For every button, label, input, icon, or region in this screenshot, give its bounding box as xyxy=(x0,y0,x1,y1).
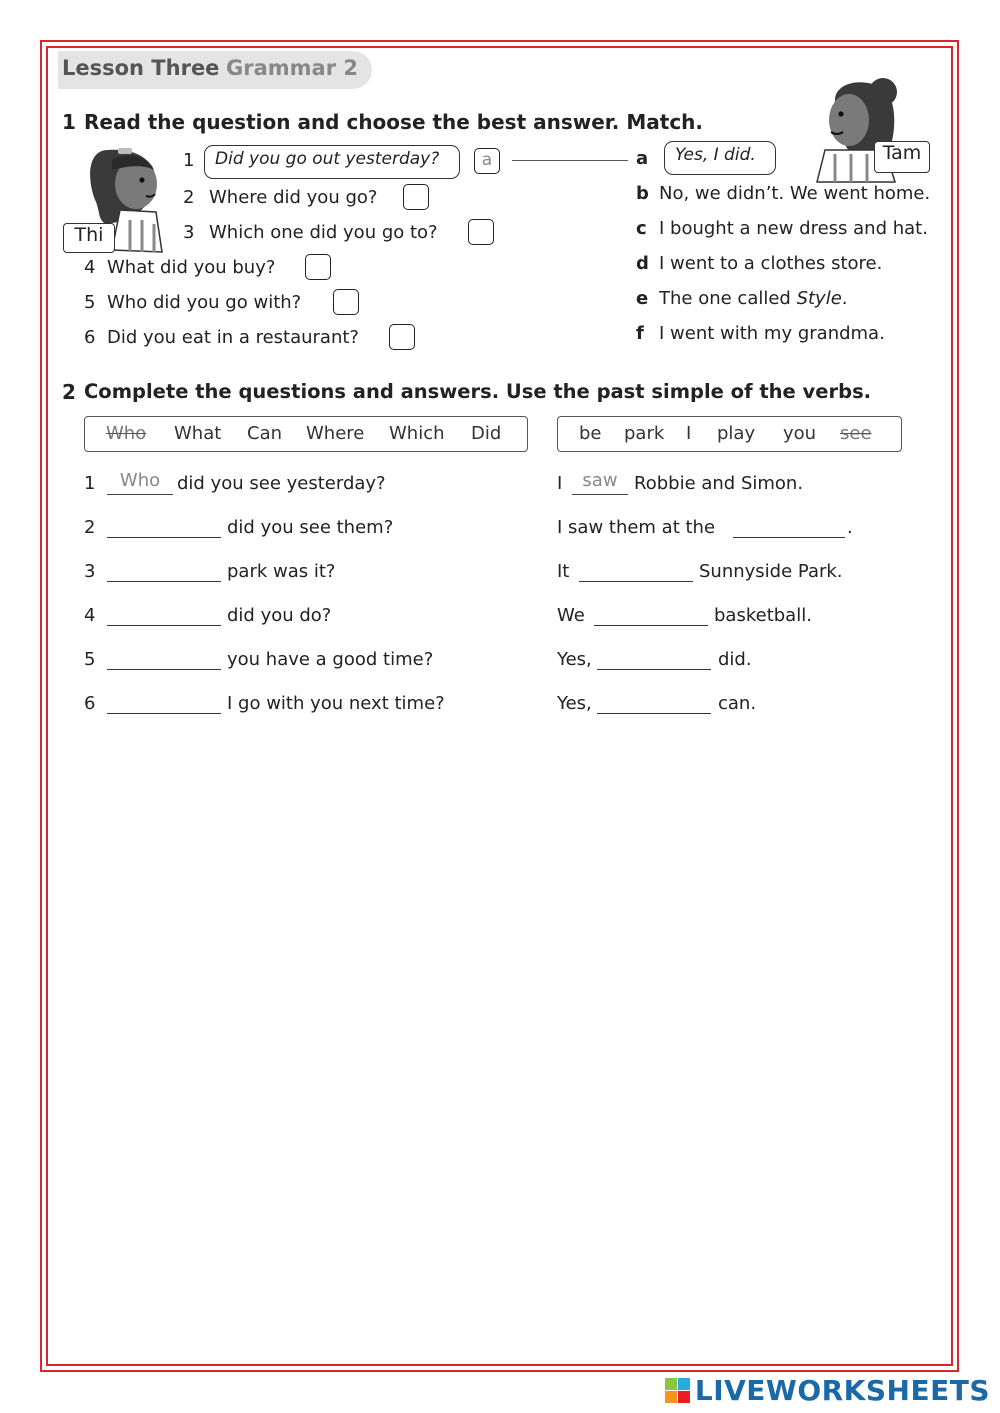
word-bank-question-2: What xyxy=(174,423,222,444)
word-bank-verb-4: play xyxy=(717,423,756,444)
question-3-text: Which one did you go to? xyxy=(209,222,438,243)
question-1-answer-box[interactable]: a xyxy=(474,148,500,174)
word-bank-verb-1: be xyxy=(579,423,602,444)
ex2-row-4-answer-blank[interactable] xyxy=(594,625,708,626)
answer-f-text: I went with my grandma. xyxy=(659,323,885,344)
name-tag-tam: Tam xyxy=(874,141,930,173)
ex2-row-1-answer-start: I xyxy=(557,473,563,494)
exercise2-number: 2 xyxy=(62,380,76,404)
question-6-number: 6 xyxy=(84,327,96,348)
ex2-row-3-answer-start: It xyxy=(557,561,570,582)
ex2-row-3-answer-blank[interactable] xyxy=(579,581,693,582)
exercise1-number: 1 xyxy=(62,110,76,134)
word-bank-verb-2: park xyxy=(624,423,665,444)
ex2-row-5-answer-blank[interactable] xyxy=(597,669,711,670)
ex2-row-4-answer-end: basketball. xyxy=(714,605,812,626)
match-line-1-a xyxy=(512,160,628,161)
answer-a-text: Yes, I did. xyxy=(675,145,756,165)
answer-d-text: I went to a clothes store. xyxy=(659,253,883,274)
ex2-row-3-question-blank[interactable] xyxy=(107,581,221,582)
question-6-text: Did you eat in a restaurant? xyxy=(107,327,359,348)
ex2-row-6-answer-blank[interactable] xyxy=(597,713,711,714)
liveworksheets-logo-icon xyxy=(665,1378,691,1404)
question-2-number: 2 xyxy=(183,187,195,208)
name-tag-thi: Thi xyxy=(63,223,115,253)
ex2-row-6-question-blank[interactable] xyxy=(107,713,221,714)
word-bank-verb-5: you xyxy=(783,423,817,444)
word-bank-question-5: Which xyxy=(389,423,445,444)
question-4-answer-box[interactable] xyxy=(305,254,331,280)
word-bank-question-4: Where xyxy=(306,423,365,444)
answer-a-letter: a xyxy=(636,148,649,169)
page-border-inner xyxy=(46,46,953,1366)
ex2-row-5-question-blank[interactable] xyxy=(107,669,221,670)
ex2-row-2-answer-start: I saw them at the xyxy=(557,517,716,538)
answer-c-text: I bought a new dress and hat. xyxy=(659,218,928,239)
answer-e-letter: e xyxy=(636,288,649,309)
ex2-row-5-answer-start: Yes, xyxy=(557,649,592,670)
lesson-title: Lesson Three xyxy=(62,56,220,80)
question-4-number: 4 xyxy=(84,257,96,278)
ex2-row-6-number: 6 xyxy=(84,693,96,714)
ex2-row-2-question-text: did you see them? xyxy=(227,517,394,538)
ex2-row-6-answer-end: can. xyxy=(718,693,757,714)
ex2-row-4-answer-start: We xyxy=(557,605,585,626)
answer-e-text-after: . xyxy=(841,288,848,309)
liveworksheets-logo-text: LIVEWORKSHEETS xyxy=(694,1374,990,1407)
answer-b-letter: b xyxy=(636,183,649,204)
question-2-text: Where did you go? xyxy=(209,187,378,208)
ex2-row-1-answer-blank[interactable]: saw xyxy=(572,470,628,495)
word-bank-verb-6: see xyxy=(840,423,872,444)
question-5-answer-box[interactable] xyxy=(333,289,359,315)
answer-f-letter: f xyxy=(636,323,644,344)
answer-e-text-italic: Style xyxy=(796,288,842,309)
question-1-speech-bubble xyxy=(204,145,460,179)
ex2-row-2-answer-blank[interactable] xyxy=(733,537,845,538)
ex2-row-6-answer-start: Yes, xyxy=(557,693,592,714)
question-2-answer-box[interactable] xyxy=(403,184,429,210)
word-bank-verb-3: I xyxy=(686,423,692,444)
question-3-answer-box[interactable] xyxy=(468,219,494,245)
section-title: Grammar 2 xyxy=(226,56,358,80)
ex2-row-3-question-text: park was it? xyxy=(227,561,336,582)
answer-e-text-before: The one called xyxy=(659,288,797,309)
ex2-row-3-answer-end: Sunnyside Park. xyxy=(699,561,843,582)
ex2-row-2-question-blank[interactable] xyxy=(107,537,221,538)
word-bank-question-3: Can xyxy=(247,423,283,444)
answer-b-text: No, we didn’t. We went home. xyxy=(659,183,931,204)
ex2-row-1-number: 1 xyxy=(84,473,96,494)
question-5-number: 5 xyxy=(84,292,96,313)
ex2-row-4-number: 4 xyxy=(84,605,96,626)
question-1-number: 1 xyxy=(183,150,195,171)
ex2-row-1-question-blank[interactable]: Who xyxy=(107,470,173,495)
ex2-row-2-number: 2 xyxy=(84,517,96,538)
ex2-row-4-question-blank[interactable] xyxy=(107,625,221,626)
question-5-text: Who did you go with? xyxy=(107,292,302,313)
liveworksheets-logo xyxy=(665,1374,990,1407)
exercise1-instruction: Read the question and choose the best answer. Match. xyxy=(84,110,704,134)
ex2-row-5-question-text: you have a good time? xyxy=(227,649,434,670)
ex2-row-4-question-text: did you do? xyxy=(227,605,332,626)
answer-a-speech-bubble xyxy=(664,141,776,175)
answer-e-text xyxy=(659,288,848,309)
ex2-row-3-number: 3 xyxy=(84,561,96,582)
exercise2-instruction: Complete the questions and answers. Use the past simple of the verbs. xyxy=(84,380,872,403)
question-1-text: Did you go out yesterday? xyxy=(215,149,440,169)
word-bank-question-1: Who xyxy=(106,423,147,444)
word-bank-question-6: Did xyxy=(471,423,502,444)
question-4-text: What did you buy? xyxy=(107,257,276,278)
ex2-row-2-answer-end: . xyxy=(847,517,853,538)
question-3-number: 3 xyxy=(183,222,195,243)
ex2-row-6-question-text: I go with you next time? xyxy=(227,693,445,714)
ex2-row-5-answer-end: did. xyxy=(718,649,752,670)
answer-c-letter: c xyxy=(636,218,647,239)
ex2-row-5-number: 5 xyxy=(84,649,96,670)
ex2-row-1-question-text: did you see yesterday? xyxy=(177,473,386,494)
answer-d-letter: d xyxy=(636,253,649,274)
ex2-row-1-answer-end: Robbie and Simon. xyxy=(634,473,804,494)
question-6-answer-box[interactable] xyxy=(389,324,415,350)
